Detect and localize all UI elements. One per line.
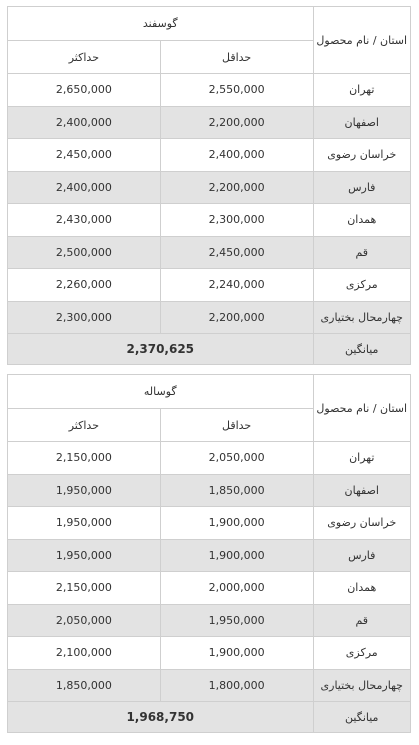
max-column-header: حداکثر bbox=[8, 409, 161, 442]
max-price-cell: 2,150,000 bbox=[8, 442, 161, 475]
table-row bbox=[8, 474, 411, 507]
table-row bbox=[8, 539, 411, 572]
average-row bbox=[8, 702, 411, 733]
min-price-cell: 2,200,000 bbox=[160, 171, 313, 204]
min-column-header: حداقل bbox=[160, 41, 313, 74]
min-price-cell: 1,900,000 bbox=[160, 507, 313, 540]
table-row bbox=[8, 236, 411, 269]
min-price-cell: 2,300,000 bbox=[160, 204, 313, 237]
max-price-cell: 2,050,000 bbox=[8, 604, 161, 637]
province-cell: خراسان رضوی bbox=[313, 507, 411, 540]
table-row bbox=[8, 269, 411, 302]
table-row bbox=[8, 171, 411, 204]
min-price-cell: 2,200,000 bbox=[160, 106, 313, 139]
min-price-cell: 2,200,000 bbox=[160, 301, 313, 334]
table-row bbox=[8, 572, 411, 605]
max-price-cell: 1,950,000 bbox=[8, 507, 161, 540]
max-price-cell: 1,850,000 bbox=[8, 669, 161, 702]
province-cell: همدان bbox=[313, 204, 410, 237]
sheep-price-table bbox=[7, 6, 411, 365]
table-row bbox=[8, 139, 411, 172]
min-price-cell: 1,850,000 bbox=[160, 474, 313, 507]
province-cell: قم bbox=[313, 236, 410, 269]
max-price-cell: 2,100,000 bbox=[8, 637, 161, 670]
min-price-cell: 2,450,000 bbox=[160, 236, 313, 269]
min-price-cell: 2,050,000 bbox=[160, 442, 313, 475]
min-price-cell: 1,900,000 bbox=[160, 637, 313, 670]
max-price-cell: 1,950,000 bbox=[8, 539, 161, 572]
max-price-cell: 2,300,000 bbox=[8, 301, 161, 334]
province-cell: چهارمحال بختیاری bbox=[313, 669, 411, 702]
province-cell: مرکزی bbox=[313, 269, 410, 302]
min-price-cell: 1,800,000 bbox=[160, 669, 313, 702]
average-row bbox=[8, 334, 411, 365]
province-cell: اصفهان bbox=[313, 474, 411, 507]
max-column-header: حداکثر bbox=[8, 41, 161, 74]
province-cell: اصفهان bbox=[313, 106, 410, 139]
max-price-cell: 2,150,000 bbox=[8, 572, 161, 605]
province-cell: همدان bbox=[313, 572, 411, 605]
table-row bbox=[8, 106, 411, 139]
max-price-cell: 2,450,000 bbox=[8, 139, 161, 172]
average-value: 2,370,625 bbox=[8, 334, 314, 365]
max-price-cell: 1,950,000 bbox=[8, 474, 161, 507]
province-column-header: استان / نام محصول bbox=[313, 375, 411, 442]
province-cell: فارس bbox=[313, 171, 410, 204]
min-price-cell: 1,900,000 bbox=[160, 539, 313, 572]
province-cell: خراسان رضوی bbox=[313, 139, 410, 172]
table-row bbox=[8, 442, 411, 475]
table-row bbox=[8, 637, 411, 670]
average-label: میانگین bbox=[313, 702, 411, 733]
min-price-cell: 2,000,000 bbox=[160, 572, 313, 605]
table-row bbox=[8, 604, 411, 637]
product-header-calf: گوساله bbox=[8, 375, 314, 409]
table-row bbox=[8, 669, 411, 702]
max-price-cell: 2,260,000 bbox=[8, 269, 161, 302]
calf-price-table bbox=[7, 374, 411, 733]
max-price-cell: 2,650,000 bbox=[8, 74, 161, 107]
min-price-cell: 2,240,000 bbox=[160, 269, 313, 302]
min-price-cell: 1,950,000 bbox=[160, 604, 313, 637]
province-cell: تهران bbox=[313, 74, 410, 107]
max-price-cell: 2,400,000 bbox=[8, 106, 161, 139]
product-header-sheep: گوسفند bbox=[8, 7, 314, 41]
table-row bbox=[8, 204, 411, 237]
max-price-cell: 2,400,000 bbox=[8, 171, 161, 204]
average-label: میانگین bbox=[313, 334, 410, 365]
max-price-cell: 2,500,000 bbox=[8, 236, 161, 269]
province-column-header: استان / نام محصول bbox=[313, 7, 410, 74]
province-cell: مرکزی bbox=[313, 637, 411, 670]
average-value: 1,968,750 bbox=[8, 702, 314, 733]
table-row bbox=[8, 301, 411, 334]
min-price-cell: 2,400,000 bbox=[160, 139, 313, 172]
max-price-cell: 2,430,000 bbox=[8, 204, 161, 237]
min-price-cell: 2,550,000 bbox=[160, 74, 313, 107]
province-cell: فارس bbox=[313, 539, 411, 572]
min-column-header: حداقل bbox=[160, 409, 313, 442]
province-cell: چهارمحال بختیاری bbox=[313, 301, 410, 334]
province-cell: قم bbox=[313, 604, 411, 637]
table-row bbox=[8, 507, 411, 540]
province-cell: تهران bbox=[313, 442, 411, 475]
table-row bbox=[8, 74, 411, 107]
